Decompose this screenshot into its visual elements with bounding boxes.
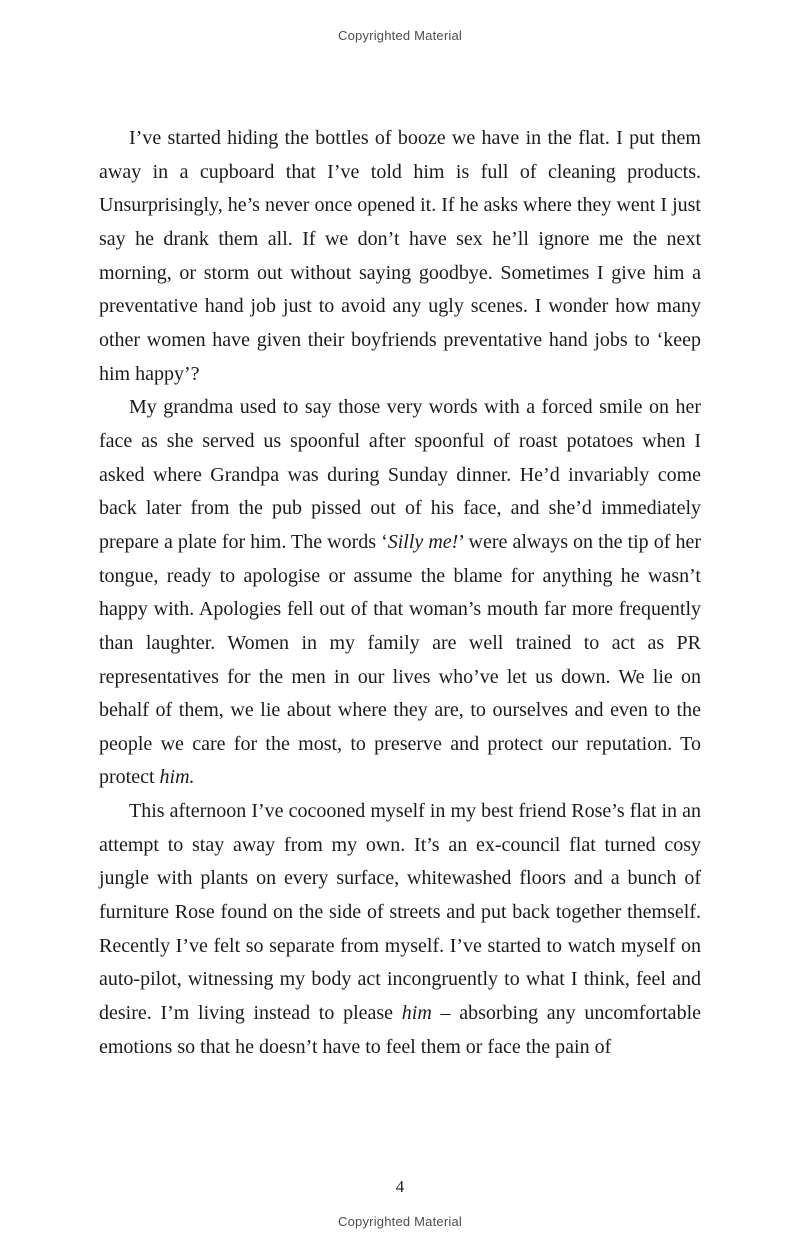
page-number: 4 bbox=[395, 1177, 405, 1196]
body-text: – absorbing any uncomfortable emotions so that he doesn’t have to feel them or face the pain of bbox=[99, 1002, 701, 1058]
italic-text: him. bbox=[159, 766, 195, 789]
copyright-notice-top: Copyrighted Material bbox=[338, 28, 462, 43]
body-text: ’ were always on the tip of her tongue, ready to apologise or assume the blame for anything he wasn’t happy with. Apologies fell out of that woman’s mouth far more frequently than laughter. Women in my family are well trained to act as PR representatives for the men in our lives who’ve let us down. We lie on behalf of them, we lie about where they are, to ourselves and even to the people we care for the most, to preserve and protect our reputation. To protect bbox=[99, 530, 701, 789]
text-body bbox=[99, 122, 701, 1064]
italic-text: him bbox=[401, 1002, 432, 1025]
paragraph bbox=[99, 795, 701, 1064]
copyright-notice-bottom: Copyrighted Material bbox=[338, 1214, 462, 1229]
body-text: I’ve started hiding the bottles of booze we have in the flat. I put them away in a cupboard that I’ve told him is full of cleaning products. Unsurprisingly, he’s never once opened it. If he asks where they went I just say he drank them all. If we don’t have sex he’ll ignore me the next morning, or storm out without saying goodbye. Sometimes I give him a preventative hand job just to avoid any ugly scenes. I wonder how many other women have given their boyfriends preventative hand jobs to ‘keep him happy’? bbox=[99, 127, 701, 385]
body-text: My grandma used to say those very words with a forced smile on her face as she served us spoonful after spoonful of roast potatoes when I asked where Grandpa was during Sunday dinner. He’d invariably come back later from the pub pissed out of his face, and she’d immediately prepare a plate for him. The words ‘ bbox=[99, 396, 701, 553]
paragraph bbox=[99, 391, 701, 795]
paragraph bbox=[99, 122, 701, 391]
italic-text: Silly me! bbox=[387, 530, 459, 553]
body-text: This afternoon I’ve cocooned myself in my best friend Rose’s flat in an attempt to stay away from my own. It’s an ex-council flat turned cosy jungle with plants on every surface, whitewashed floors and a bunch of furniture Rose found on the side of streets and put back together themself. Recently I’ve felt so separate from myself. I’ve started to watch myself on auto-pilot, witnessing my body act incongruently to what I think, feel and desire. I’m living instead to please bbox=[99, 800, 701, 1025]
